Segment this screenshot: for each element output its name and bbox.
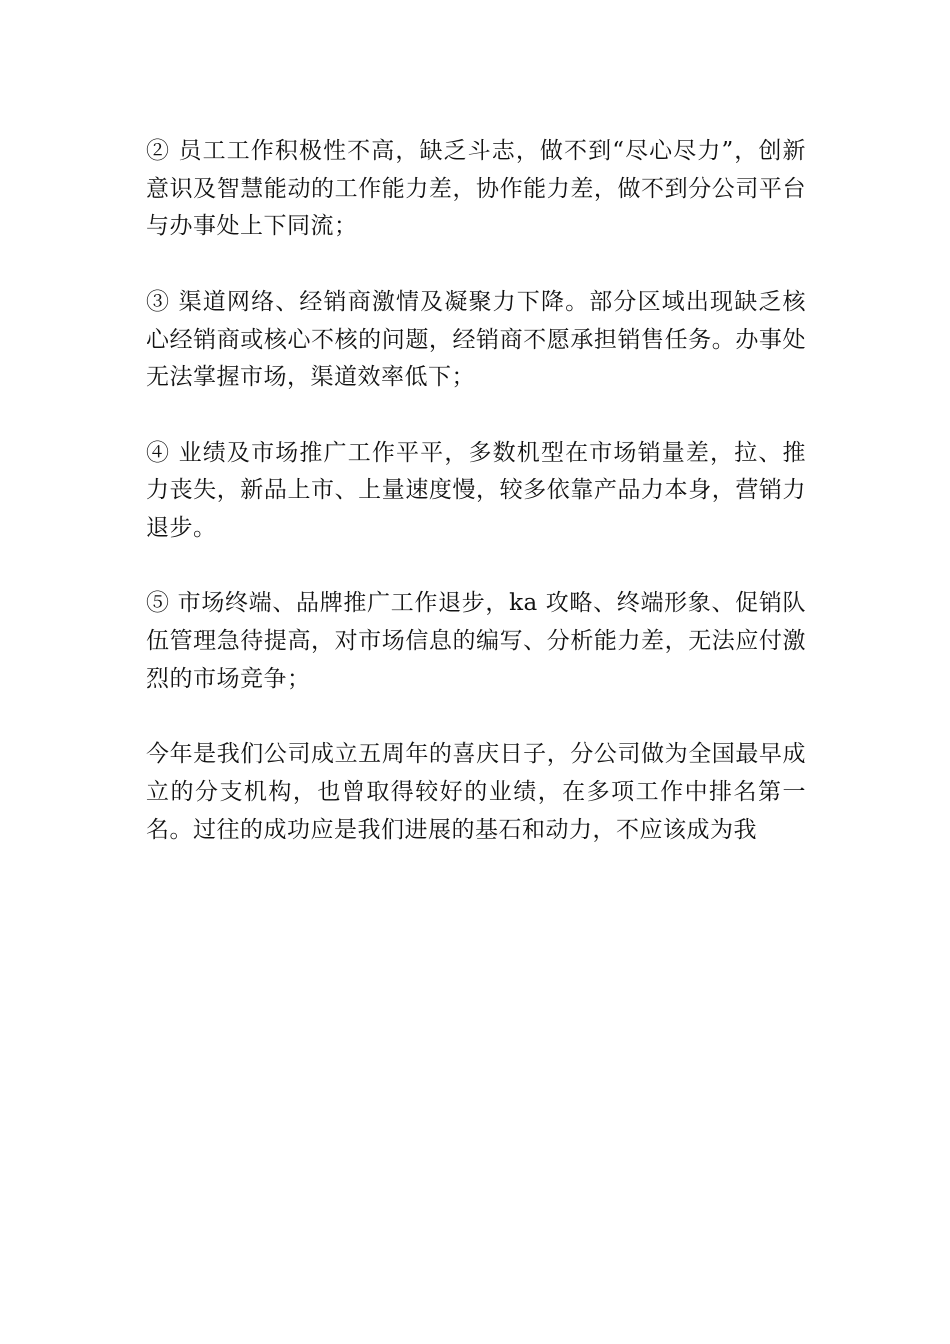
- paragraph-item-3: ③ 渠道网络、经销商激情及凝聚力下降。部分区域出现缺乏核心经销商或核心不核的问题，经销商不愿承担销售任务。办事处无法掌握市场，渠道效率低下；: [146, 288, 806, 391]
- paragraph-item-2: ② 员工工作积极性不高，缺乏斗志，做不到“尽心尽力”，创新意识及智慧能动的工作能力差，协作能力差，做不到分公司平台与办事处上下同流；: [146, 138, 806, 240]
- document-body: [146, 133, 806, 849]
- paragraph-item-4: ④ 业绩及市场推广工作平平，多数机型在市场销量差，拉、推力丧失，新品上市、上量速度慢，较多依靠产品力本身，营销力退步。: [146, 439, 806, 541]
- paragraph-anniversary: 今年是我们公司成立五周年的喜庆日子，分公司做为全国最早成立的分支机构，也曾取得较好的业绩，在多项工作中排名第一名。过往的成功应是我们进展的基石和动力，不应该成为我: [146, 741, 806, 843]
- paragraph-item-5: ⑤ 市场终端、品牌推广工作退步，ka 攻略、终端形象、促销队伍管理急待提高，对市场信息的编写、分析能力差，无法应付激烈的市场竞争；: [146, 590, 806, 692]
